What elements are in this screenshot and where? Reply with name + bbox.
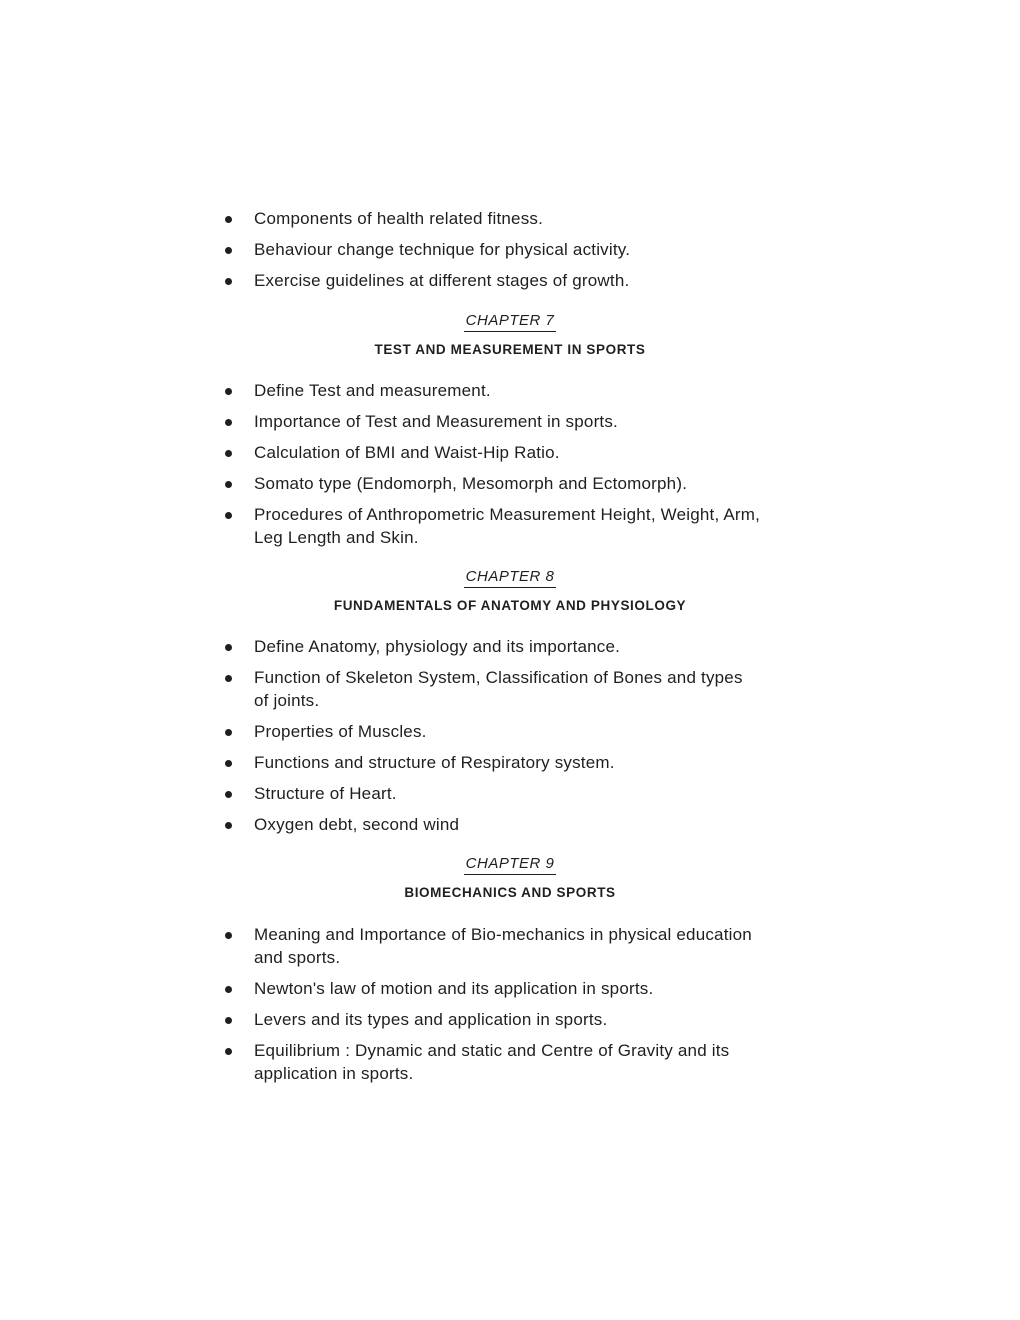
bullet-icon (225, 512, 232, 519)
bullet-icon (225, 729, 232, 736)
list-item-text: Components of health related fitness. (254, 209, 544, 228)
bullet-icon (225, 760, 232, 767)
chapter-8-list (222, 635, 762, 844)
bullet-icon (225, 932, 232, 939)
list-item (222, 923, 762, 969)
list-item-text: Oxygen debt, second wind (254, 815, 460, 834)
bullet-icon (225, 791, 232, 798)
bullet-icon (225, 481, 232, 488)
bullet-icon (225, 278, 232, 285)
bullet-icon (225, 247, 232, 254)
chapter-9-heading (0, 855, 1020, 900)
list-item (222, 977, 762, 1000)
chapter-8-heading (0, 568, 1020, 613)
bullet-icon (225, 644, 232, 651)
bullet-icon (225, 1048, 232, 1055)
list-item (222, 751, 762, 774)
list-item-text: Functions and structure of Respiratory system. (254, 753, 615, 772)
chapter-label: CHAPTER 7 (464, 312, 557, 332)
list-item (222, 1039, 762, 1085)
list-item (222, 379, 762, 402)
chapter-title: FUNDAMENTALS OF ANATOMY AND PHYSIOLOGY (333, 598, 687, 613)
list-item-text: Define Test and measurement. (254, 381, 491, 400)
chapter-title: TEST AND MEASUREMENT IN SPORTS (374, 342, 646, 357)
list-item-text: Equilibrium : Dynamic and static and Centre of Gravity and its application in sports. (254, 1041, 730, 1083)
chapter-7-heading (0, 312, 1020, 357)
bullet-icon (225, 1017, 232, 1024)
list-item-text: Meaning and Importance of Bio-mechanics in physical education and sports. (254, 925, 752, 967)
bullet-icon (225, 388, 232, 395)
list-item (222, 666, 762, 712)
list-item-text: Function of Skeleton System, Classification of Bones and types of joints. (254, 668, 743, 710)
list-item-text: Properties of Muscles. (254, 722, 427, 741)
intro-list (222, 207, 762, 300)
list-item-text: Exercise guidelines at different stages of growth. (254, 271, 630, 290)
bullet-icon (225, 419, 232, 426)
list-item (222, 472, 762, 495)
list-item-text: Behaviour change technique for physical activity. (254, 240, 631, 259)
list-item-text: Calculation of BMI and Waist-Hip Ratio. (254, 443, 560, 462)
list-item-text: Procedures of Anthropometric Measurement Height, Weight, Arm, Leg Length and Skin. (254, 505, 761, 547)
list-item-text: Levers and its types and application in sports. (254, 1010, 608, 1029)
list-item (222, 813, 762, 836)
list-item-text: Somato type (Endomorph, Mesomorph and Ectomorph). (254, 474, 688, 493)
list-item (222, 410, 762, 433)
bullet-icon (225, 822, 232, 829)
bullet-icon (225, 450, 232, 457)
bullet-icon (225, 216, 232, 223)
chapter-7-list (222, 379, 762, 557)
list-item (222, 207, 762, 230)
list-item (222, 1008, 762, 1031)
chapter-label: CHAPTER 8 (464, 568, 557, 588)
list-item-text: Define Anatomy, physiology and its importance. (254, 637, 621, 656)
bullet-icon (225, 986, 232, 993)
chapter-title: BIOMECHANICS AND SPORTS (404, 885, 616, 900)
list-item (222, 782, 762, 805)
bullet-icon (225, 675, 232, 682)
list-item-text: Importance of Test and Measurement in sports. (254, 412, 618, 431)
list-item (222, 635, 762, 658)
list-item (222, 269, 762, 292)
list-item-text: Newton's law of motion and its application in sports. (254, 979, 654, 998)
list-item (222, 720, 762, 743)
list-item-text: Structure of Heart. (254, 784, 397, 803)
list-item (222, 503, 762, 549)
chapter-9-list (222, 923, 762, 1093)
list-item (222, 441, 762, 464)
list-item (222, 238, 762, 261)
chapter-label: CHAPTER 9 (464, 855, 557, 875)
